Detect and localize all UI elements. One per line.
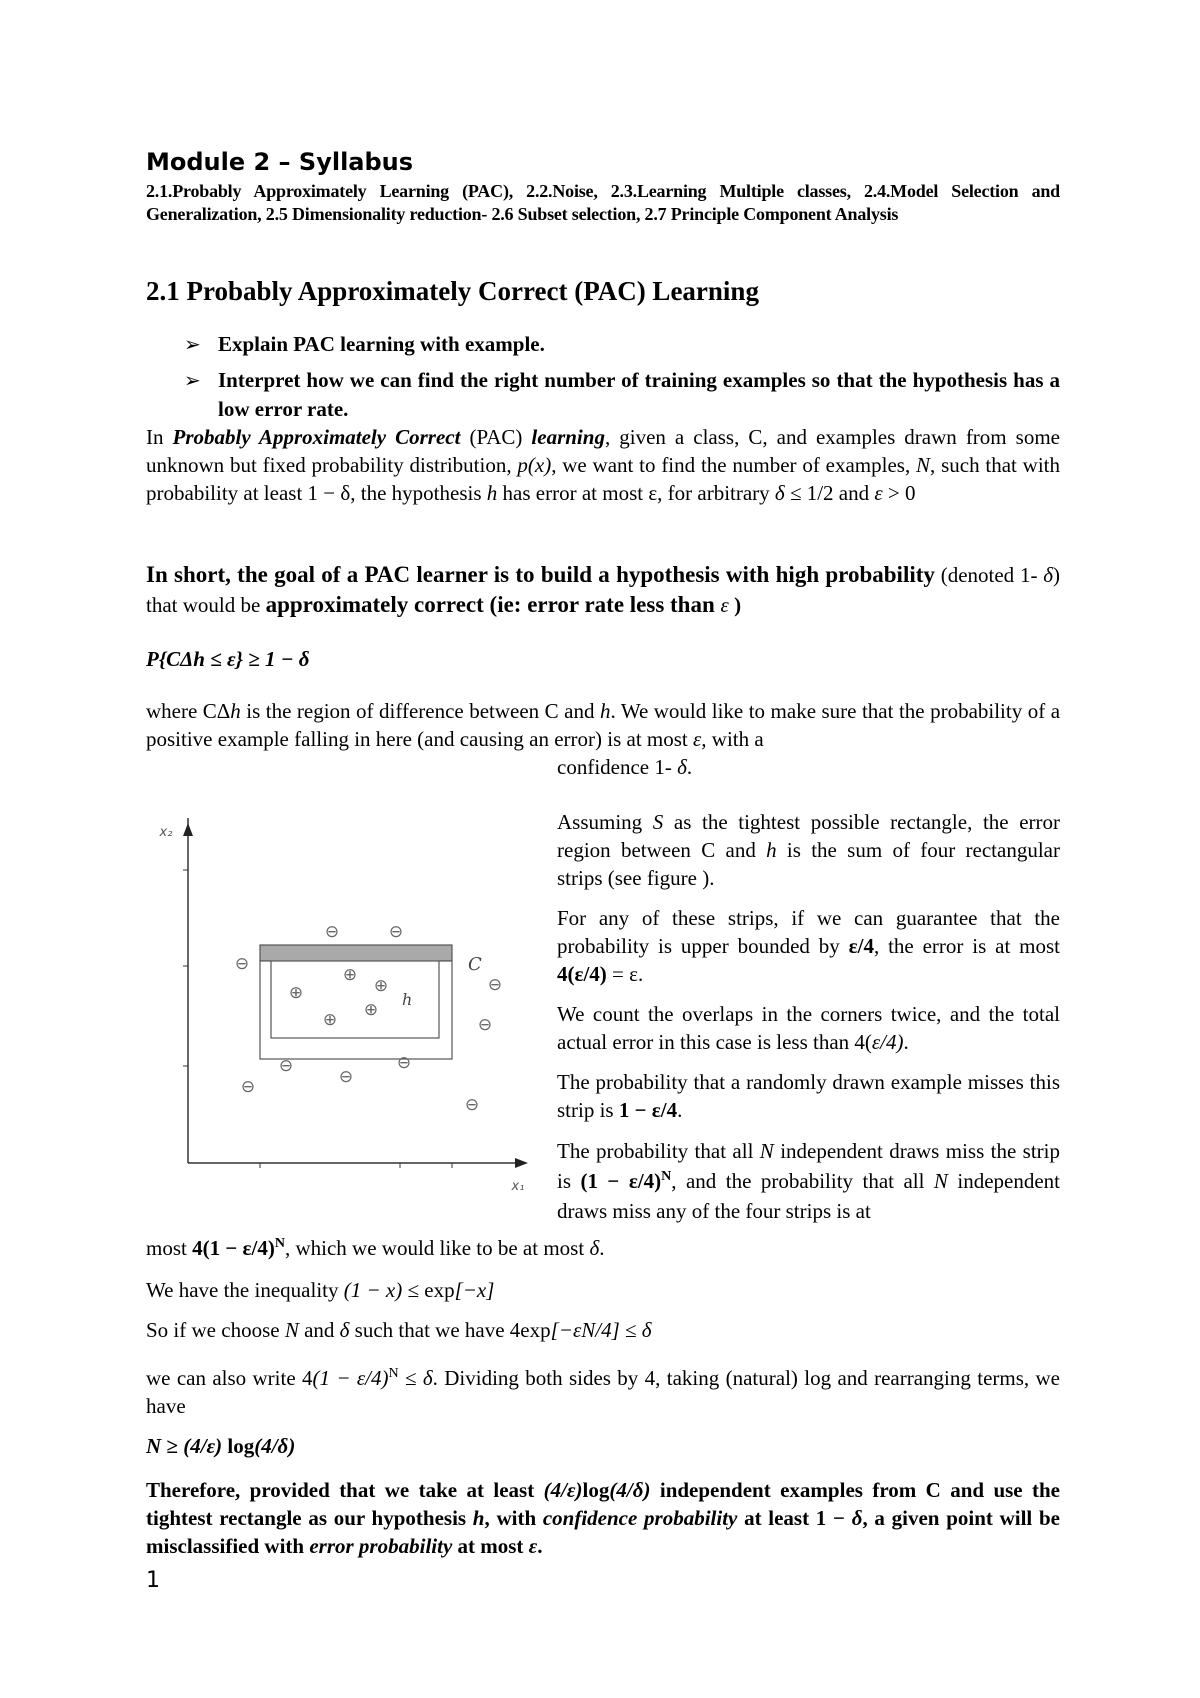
- formula-sample-bound: N ≥ (4/ε) log(4/δ): [146, 1434, 296, 1458]
- inequality-line: We have the inequality (1 − x) ≤ exp[−x]: [146, 1278, 495, 1302]
- negative-point: ⊖: [234, 954, 250, 974]
- paragraph-overlaps: We count the overlaps in the corners twice, and the total actual error in this case is less than 4(ε/4).: [557, 1002, 1060, 1054]
- negative-point: ⊖: [324, 922, 340, 942]
- x-axis-arrow-icon: [515, 1158, 528, 1168]
- paragraph-goal: In short, the goal of a PAC learner is to build a hypothesis with high probability (denoted 1- δ) that would be approximately correct (ie: error rate less than ε ): [146, 562, 1061, 617]
- bullet-text: Explain PAC learning with example.: [218, 332, 545, 356]
- label-C: C: [468, 954, 482, 975]
- paragraph-independent-draws: The probability that all N independent draws miss the strip is $(1 - \varepsilon/4)^N$, and the probability that all N independent draws miss any of the four strips is at: [557, 1139, 1060, 1223]
- arrow-bullet-icon: ➢: [184, 368, 201, 392]
- negative-point: ⊖: [396, 1053, 412, 1073]
- rectangle-hypothesis-figure: [150, 818, 540, 1198]
- paragraph-tightest-rectangle: Assuming S as the tightest possible rectangle, the error region between C and h is the sum of four rectangular strips (see figure ).: [557, 810, 1060, 890]
- negative-point: ⊖: [477, 1015, 493, 1035]
- paragraph-conclusion: Therefore, provided that we take at least (4/ε)log(4/δ) independent examples from C and use the tightest rectangle as our hypothesis h, with confidence probability at least 1 − δ, a given point will be misclassified with error probability at most ε.: [146, 1478, 1060, 1558]
- negative-point: ⊖: [240, 1077, 256, 1097]
- bullet-text: Interpret how we can find the right number of training examples so that the hypothesis has a low error rate.: [218, 368, 1060, 421]
- negative-point: ⊖: [338, 1067, 354, 1087]
- syllabus-list: 2.1.Probably Approximately Learning (PAC), 2.2.Noise, 2.3.Learning Multiple classes, 2.4.Model Selection and Generalization, 2.5 Dimensionality reduction- 2.6 Subset selection, 2.7 Principle Component Analysis: [146, 181, 1060, 224]
- formula-probability: P{CΔh ≤ ε} ≥ 1 − δ: [146, 647, 310, 671]
- paragraph-region-difference: where CΔh is the region of difference between C and h. We would like to make sure that the probability of a positive example falling in here (and causing an error) is at most ε, with a: [146, 699, 1061, 751]
- positive-point: ⊕: [363, 1000, 379, 1020]
- paragraph-pac-definition: In Probably Approximately Correct (PAC) learning, given a class, C, and examples drawn from some unknown but fixed probability distribution, p(x), we want to find the number of examples, N, such that with probability at least 1 − δ, the hypothesis h has error at most ε, for arbitrary δ ≤ 1/2 and ε > 0: [146, 425, 1061, 505]
- positive-point: ⊕: [322, 1010, 338, 1030]
- error-strip: [260, 945, 452, 961]
- positive-point: ⊕: [373, 976, 389, 996]
- positive-point: ⊕: [288, 983, 304, 1003]
- module-title: Module 2 – Syllabus: [146, 148, 414, 176]
- negative-point: ⊖: [388, 922, 404, 942]
- page-number: 1: [146, 1568, 160, 1593]
- label-h: h: [402, 990, 413, 1009]
- paragraph-miss-strip: The probability that a randomly drawn example misses this strip is 1 − ε/4.: [557, 1070, 1060, 1122]
- paragraph-four-strips: most $4(1 - \varepsilon/4)^N$, which we would like to be at most δ.: [146, 1236, 605, 1260]
- positive-point: ⊕: [342, 965, 358, 985]
- arrow-bullet-icon: ➢: [184, 332, 201, 356]
- negative-point: ⊖: [464, 1095, 480, 1115]
- negative-point: ⊖: [278, 1056, 294, 1076]
- section-title: 2.1 Probably Approximately Correct (PAC) Learning: [146, 276, 759, 306]
- x-axis-label: x₁: [511, 1179, 525, 1194]
- negative-point: ⊖: [487, 975, 503, 995]
- bullet-item: [184, 330, 1060, 359]
- bullet-item: [184, 366, 1060, 424]
- paragraph-strip-bound: For any of these strips, if we can guarantee that the probability is upper bounded by ε/4, the error is at most 4(ε/4) = ε.: [557, 906, 1060, 986]
- choose-n-line: So if we choose N and δ such that we have 4exp[−εN/4] ≤ δ: [146, 1318, 652, 1342]
- y-axis-arrow-icon: [183, 823, 193, 836]
- paragraph-region-difference-end: confidence 1- δ.: [557, 755, 693, 779]
- y-axis-label: x₂: [159, 825, 173, 840]
- paragraph-rearranging: we can also write $4(1 - \varepsilon/4)^N \le \delta$. Dividing both sides by 4, taking (natural) log and rearranging terms, we have: [146, 1366, 1060, 1418]
